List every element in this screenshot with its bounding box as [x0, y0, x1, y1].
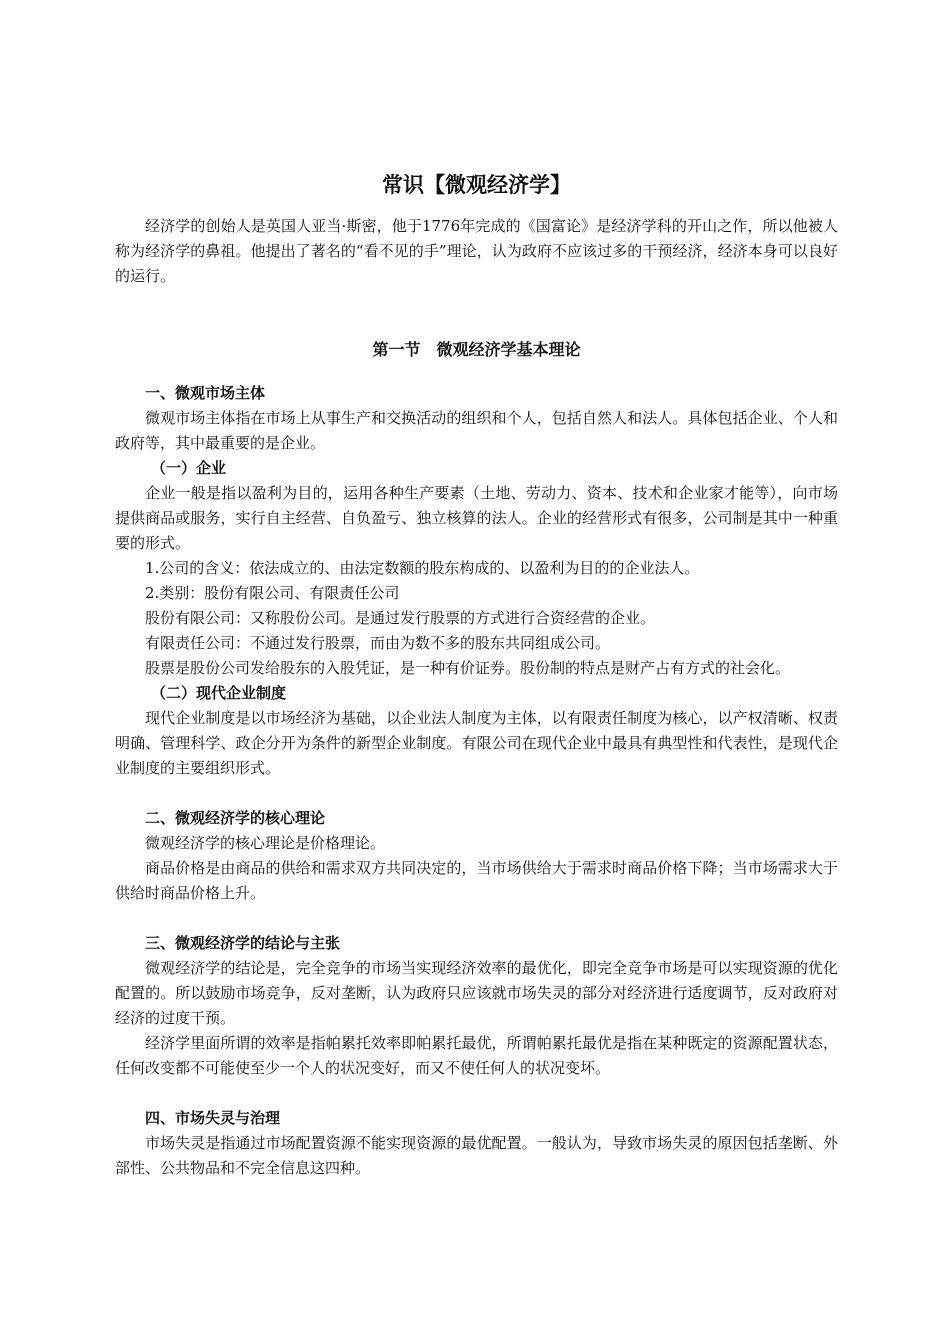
spacer: [115, 781, 838, 806]
paragraph: 微观经济学的结论是，完全竞争的市场当实现经济效率的最优化，即完全竞争市场是可以实现资源的优化配置的。所以鼓励市场竞争，反对垄断，认为政府只应该就市场失灵的部分对经济进行适度调节，反对政府对经济的过度干预。: [115, 959, 838, 1027]
subheading-modern-enterprise: （二）现代企业制度: [151, 684, 287, 702]
paragraph: 1.公司的含义：依法成立的、由法定数额的股东构成的、以盈利为目的的企业法人。: [145, 559, 700, 577]
document-body: [115, 170, 838, 1181]
paragraph: 商品价格是由商品的供给和需求双方共同决定的，当市场供给大于需求时商品价格下降；当市场需求大于供给时商品价格上升。: [115, 859, 838, 902]
spacer: [115, 906, 838, 931]
paragraph: 2.类别：股份有限公司、有限责任公司: [145, 584, 400, 602]
paragraph: 微观经济学的核心理论是价格理论。: [145, 834, 386, 852]
paragraph: 现代企业制度是以市场经济为基础，以企业法人制度为主体，以有限责任制度为核心，以产权清晰、权责明确、管理科学、政企分开为条件的新型企业制度。有限公司在现代企业中最具有典型性和代表性，是现代企业制度的主要组织形式。: [115, 709, 838, 777]
section-title: 第一节 微观经济学基本理论: [372, 340, 581, 359]
paragraph: 市场失灵是指通过市场配置资源不能实现资源的最优配置。一般认为，导致市场失灵的原因包括垄断、外部性、公共物品和不完全信息这四种。: [115, 1134, 838, 1177]
paragraph: 股票是股份公司发给股东的入股凭证，是一种有价证券。股份制的特点是财产占有方式的社会化。: [145, 659, 791, 677]
intro-paragraph: 经济学的创始人是英国人亚当·斯密，他于1776年完成的《国富论》是经济学科的开山之作，所以他被人称为经济学的鼻祖。他提出了著名的“看不见的手”理论，认为政府不应该过多的干预经济，经济本身可以良好的运行。: [115, 217, 838, 285]
paragraph: 微观市场主体指在市场上从事生产和交换活动的组织和个人，包括自然人和法人。具体包括企业、个人和政府等，其中最重要的是企业。: [115, 409, 838, 452]
heading-core-theory: 二、微观经济学的核心理论: [145, 809, 326, 827]
paragraph: 有限责任公司：不通过发行股票，而由为数不多的股东共同组成公司。: [145, 634, 611, 652]
paragraph: 股份有限公司：又称股份公司。是通过发行股票的方式进行合资经营的企业。: [145, 609, 656, 627]
spacer: [115, 1081, 838, 1106]
document-title: 常识【微观经济学】: [382, 173, 571, 197]
heading-conclusions: 三、微观经济学的结论与主张: [145, 934, 341, 952]
heading-market-failure: 四、市场失灵与治理: [145, 1109, 281, 1127]
paragraph: 企业一般是指以盈利为目的，运用各种生产要素（土地、劳动力、资本、技术和企业家才能等），向市场提供商品或服务，实行自主经营、自负盈亏、独立核算的法人。企业的经营形式有很多，公司制是其中一种重要的形式。: [115, 484, 838, 552]
heading-market-subjects: 一、微观市场主体: [145, 384, 266, 402]
paragraph: 经济学里面所谓的效率是指帕累托效率即帕累托最优，所谓帕累托最优是指在某种既定的资源配置状态，任何改变都不可能使至少一个人的状况变好，而又不使任何人的状况变坏。: [115, 1034, 838, 1077]
subheading-enterprise: （一）企业: [151, 459, 227, 477]
